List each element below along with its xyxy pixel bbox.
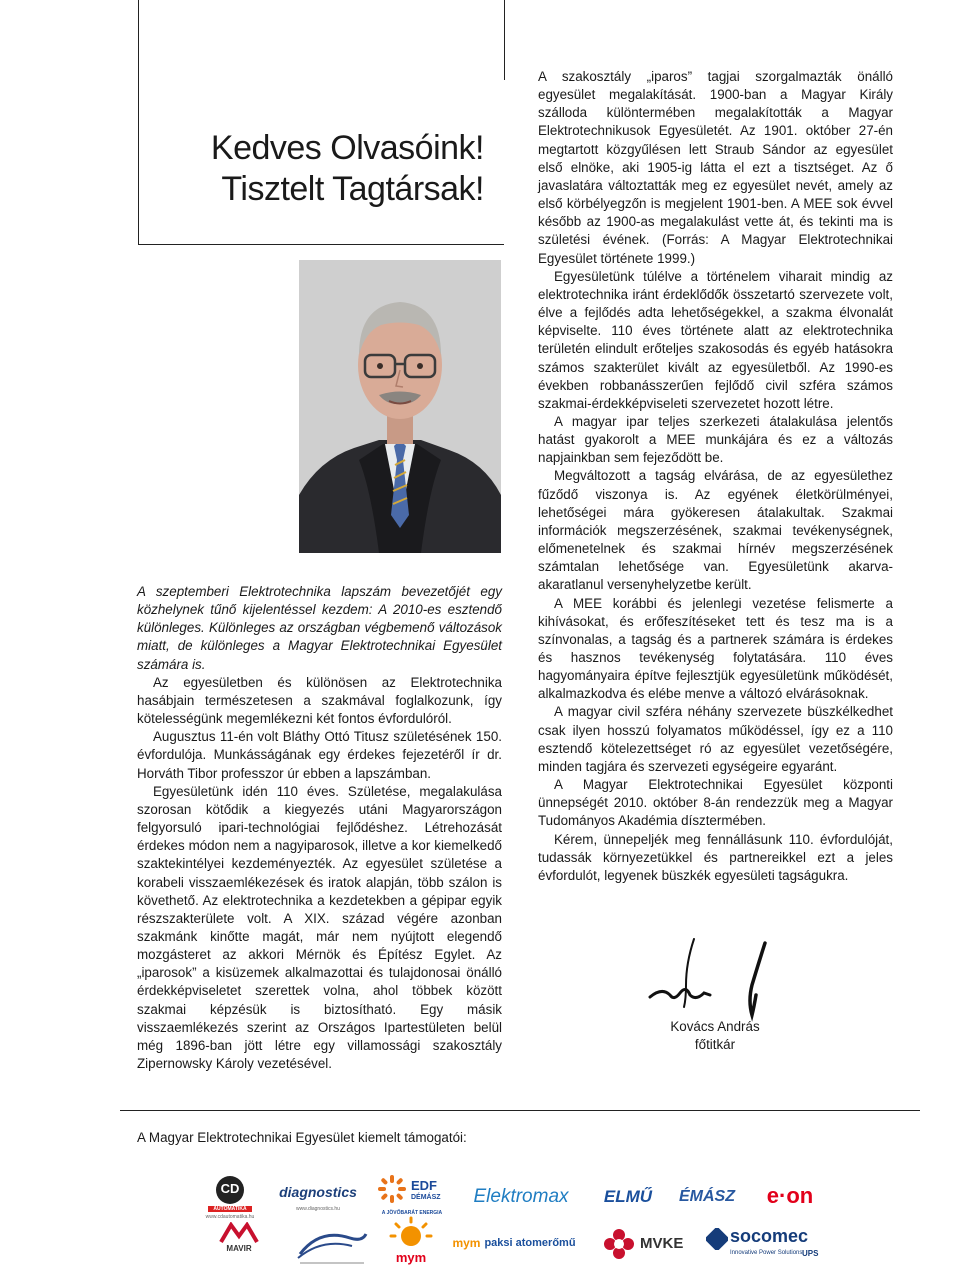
emasz-logo — [674, 1184, 740, 1210]
socomec-logo — [706, 1222, 824, 1268]
elmu-logo-text: ELMŰ — [603, 1187, 653, 1206]
socomec-ups-text: UPS — [802, 1249, 819, 1258]
cd-logo-sub: AUTOMATIKA — [213, 1206, 247, 1212]
diagnostics-logo-url: www.diagnostics.hu — [296, 1206, 340, 1212]
paks-mym-text: mym — [452, 1236, 481, 1250]
elektromax-logo-text: Elektromax — [473, 1186, 569, 1207]
eon-logo — [756, 1182, 824, 1210]
edf-demasz-logo — [375, 1172, 449, 1220]
socomec-tagline: Innovative Power Solutions — [730, 1250, 803, 1256]
edf-tagline: A JÖVŐBARÁT ENERGIA — [381, 1210, 443, 1216]
mavir-mark-icon — [219, 1222, 259, 1244]
mvke-flower-icon — [602, 1227, 636, 1261]
mavir-logo-text: MAVIR — [226, 1244, 252, 1253]
right-column — [538, 68, 893, 885]
signer-title: főtitkár — [694, 1037, 736, 1052]
greeting-line-2: Tisztelt Tagtársak! — [221, 170, 484, 208]
body-paragraph: A Magyar Elektrotechnikai Egyesület központi ünnepségét 2010. október 8-án rendezzük meg a Magyar Tudományos Akadémia dísztermében. — [538, 777, 893, 829]
demasz-logo-text: DÉMÁSZ — [411, 1194, 441, 1201]
body-paragraph: A szakosztály „iparos” tagjai szorgalmazták önálló egyesület megalakítását. 1900-ban a Magyar Király szálloda különtermében megalakították a Magyar Elektrotechnikusok Egyesületét. Az 1901. október 27-én megtartott közgyűlésen lett Straub Sándor az egyesület első elnöke, aki 1905-ig látta el ezt a tisztséget. Az ő javaslatára változtatták meg ez egyesület nevét, amely az első körbélyegzőn is megjelent 1901-ben. A MEE sok évvel később az 1900-as megalakulást vette át, és tekinti ma is születési évének. (Forrás: A Magyar Elektrotechnikai Egyesület története 1999.) — [538, 69, 893, 266]
cd-logo-url: www.cdautomatika.hu — [205, 1214, 255, 1220]
page-title — [150, 128, 484, 210]
mvke-logo-text: MVKE — [640, 1235, 684, 1252]
socomec-logo-text: socomec — [730, 1226, 809, 1246]
body-paragraph: A magyar ipar teljes szerkezeti átalakulása jelentős hatást gyakorolt a MEE munkájára és ez a változás napjainkban sem fejeződött be. — [538, 413, 893, 466]
mym-logo — [384, 1216, 438, 1268]
cd-logo-text: CD — [220, 1181, 240, 1196]
body-paragraph: A MEE korábbi és jelenlegi vezetése felismerte a kihívásokat, és erőfeszítéseket tett és tesz ma is a színvonalas, a tagság és a partnerek számára is érdekes és hasznos tevékenység folytatására. 110 éves hagyományaira építve fejlesztjük egyesületünk működését, alkalmazkodva és elébe menve a változó elvárásoknak. — [538, 595, 893, 702]
handwritten-signature — [640, 935, 790, 1025]
paks-logo-text: paksi atomerőmű — [484, 1237, 576, 1249]
signer-block — [640, 1018, 790, 1054]
emasz-logo-text: ÉMÁSZ — [679, 1188, 735, 1205]
elektromax-logo — [462, 1184, 580, 1210]
greeting-line-1: Kedves Olvasóink! — [210, 129, 484, 167]
footer-divider — [120, 1110, 920, 1111]
body-paragraph: A magyar civil szféra néhány szervezete büszkélkedhet csak ilyen hosszú folyamatos működéssel, így ez a 110 esztendő kötelezettséget ró az egyesület vezetőségére, minden tagjára és szervezeti egységeire egyaránt. — [538, 704, 893, 774]
left-column — [137, 583, 502, 1073]
waves-logo — [290, 1222, 374, 1268]
mavir-logo — [200, 1222, 278, 1268]
cd-automatika-icon — [202, 1172, 258, 1220]
waves-icon — [290, 1224, 374, 1266]
diagnostics-logo — [278, 1180, 358, 1216]
edf-sun-icon — [377, 1174, 407, 1204]
socomec-mark-icon — [706, 1228, 728, 1250]
edf-logo-text: EDF — [411, 1178, 437, 1193]
body-paragraph: Egyesületünk idén 110 éves. Születése, megalakulása szorosan kötődik a kiegyezés utáni Magyarországon felgyorsuló ipari-technológiai fejlődéshez. Létrehozását érdekes módon nem a nagyiparosok, illetve a kor kiemelkedő szaktekintélyei kezdeményezték. Az egyesület születése a korabeli visszaemlékezések és iratok alapján, több szálon is követhető. Az elektrotechnika a kezdetekben a gépipar egyik részszakterülete volt. A XIX. század végére azonban szakmánk kinőtte magát, már nem nyújtott elegendő mozgásteret az akkori Mérnök és Építész Egylet. Az „iparosok” a kisüzemek alkalmazottai és tulajdonosai önálló érdekképviseletet szerettek volna, ahol többek között szakmai képzésük is biztosítható. Egy másik visszaemlékezés szerint az Országos Ipartestületen belül még 1896-ban jött létre egy villamossági szakosztály Zipernowsky Károly vezetésével. — [137, 783, 502, 1072]
signer-name: Kovács András — [670, 1019, 760, 1034]
intro-paragraph: A szeptemberi Elektrotechnika lapszám bevezetőjét egy közhelynek tűnő kijelentéssel kezdem: A 2010-es esztendő különleges. Különleges az országban végbemenő változások miatt, de különleges a Magyar Elektrotechnikai Egyesület számára is. — [137, 584, 502, 672]
elmu-logo — [596, 1184, 660, 1210]
body-paragraph: Egyesületünk túlélve a történelem viharait mindig az elektrotechnika iránt érdeklődők összetartó szervezete volt, élve a fejlődés adta lehetőségekkel, a szakma élvonalát képviselte. 110 éves története alatt az elektrotechnika területén elindult erőteljes szakosodás és egyéb hatásokra számos szakterület kivált az egyesületből. Az 1990-es években robbanásszerűen fejlődő civil szféra számos szakmai-érdekképviseleti szervezetet hozott létre. — [538, 268, 893, 411]
mym-logo-text: mym — [395, 1250, 427, 1265]
sponsors-label: A Magyar Elektrotechnikai Egyesület kiemelt támogatói: — [137, 1130, 467, 1145]
paks-logo — [452, 1232, 576, 1254]
body-paragraph: Az egyesületben és különösen az Elektrotechnika hasábjain természetesen a szakmával foglalkozunk, így kötelességünk megemlékezni két fontos évfordulóról. — [137, 674, 502, 727]
mvke-logo — [600, 1224, 690, 1264]
diagnostics-logo-text: diagnostics — [279, 1184, 357, 1200]
body-paragraph: Kérem, ünnepeljék meg fennállásunk 110. évfordulóját, tudassák környezetükkel és partnereikkel ezt a jeles évfordulót, legyenek büszkék egyesületi tagságukra. — [538, 831, 893, 883]
mym-sun-icon — [384, 1216, 438, 1252]
body-paragraph: Augusztus 11-én volt Bláthy Ottó Titusz születésének 150. évfordulója. Munkásságának egy érdekes fejezetéről ír dr. Horváth Tibor professzor úr ebben a lapszámban. — [137, 729, 502, 781]
body-paragraph: Megváltozott a tagság elvárása, de az egyesülethez fűződő viszonya is. Az egyének életkörülményei, lehetőségei mára gyökeresen átalakultak. Szakmai információk megszerzésének, szakmai tevékenységnek, előmenetelnek és szakmai hírnév megszerzésének számtalan lehetősége van. Egyesületünk akarva-akaratlanul versenyhelyzetbe került. — [538, 468, 893, 593]
cd-automatika-logo — [202, 1172, 258, 1220]
eon-logo-text: e·on — [766, 1183, 814, 1208]
portrait-illustration — [299, 260, 501, 553]
portrait-photo — [299, 260, 501, 553]
